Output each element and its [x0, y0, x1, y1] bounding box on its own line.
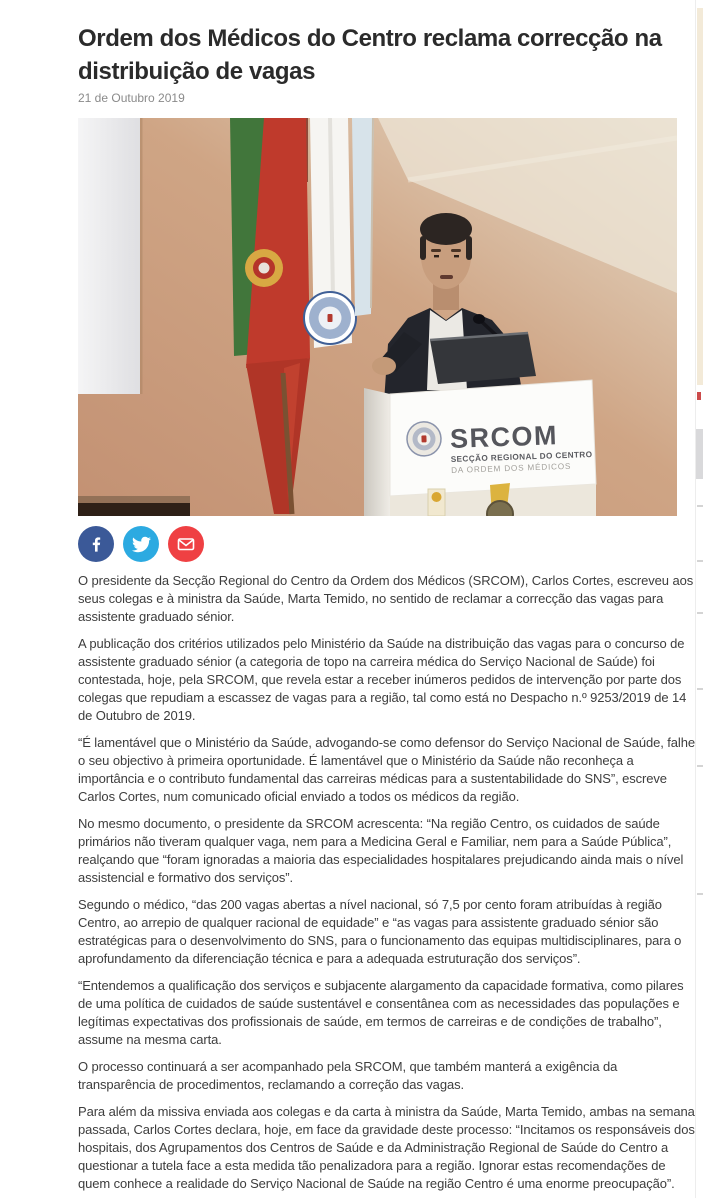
article — [78, 0, 695, 1193]
share-facebook-button[interactable] — [78, 526, 114, 562]
sidebar-text-sliver — [697, 505, 703, 507]
sidebar-button-sliver[interactable] — [696, 429, 703, 479]
podium-line1-text: SECÇÃO REGIONAL DO CENTRO — [450, 450, 593, 464]
microphone-head — [473, 314, 485, 324]
article-paragraph: “Entendemos a qualificação dos serviços e subjacente alargamento da capacidade formativa, como pilares de uma política de cuidados de saúde sustentável e consentânea com as necessidades das populações e legítimas expectativas dos profissionais de saúde, em termos de carreiras e de condições de trabalho”, assume na mesma carta. — [78, 978, 684, 1047]
flag-shield-center — [259, 263, 270, 274]
article-date: 21 de Outubro 2019 — [78, 91, 185, 105]
sidebar-text-sliver — [697, 688, 703, 690]
sidebar-text-sliver — [697, 765, 703, 767]
sidebar-image-sliver[interactable] — [697, 8, 703, 385]
speaker-eye — [454, 255, 459, 257]
article-paragraph: O presidente da Secção Regional do Centro da Ordem dos Médicos (SRCOM), Carlos Cortes, escreveu aos seus colegas e à ministra da Saúde, Marta Temido, no sentido de reclamar a correcção das vagas para assistente graduado sénior. — [78, 573, 694, 624]
speaker-eyebrow — [451, 249, 461, 252]
speaker-eyebrow — [431, 249, 441, 252]
sidebar-text-sliver — [697, 893, 703, 895]
email-icon — [176, 534, 196, 554]
article-body — [78, 572, 695, 1193]
srcom-emblem-shield — [421, 435, 426, 442]
speaker-eye — [434, 255, 439, 257]
twitter-icon — [132, 535, 151, 554]
speaker-hair-side — [466, 236, 472, 260]
podium-line2-text: DA ORDEM DOS MÉDICOS — [450, 461, 572, 475]
share-email-button[interactable] — [168, 526, 204, 562]
laptop — [430, 333, 536, 384]
speaker-hair — [420, 213, 472, 245]
podium-brand-text: SRCOM — [449, 420, 559, 454]
speaker-hair-side — [420, 236, 426, 260]
speaker-mouth — [440, 275, 453, 279]
article-paragraph: Para além da missiva enviada aos colegas e da carta à ministra da Saúde, Marta Temido, ambas na semana passada, Carlos Cortes declara, hoje, em face da gravidade deste processo: “Incitamos os responsáveis dos hospitais, dos Agrupamentos dos Centros de Saúde e da Administração Regional de Saúde do Centro a questionar a tutela face a esta medida tão penalizadora para a região. Ignorar estas recomendações de quem conhece a realidade do Serviço Nacional de Saúde na região Centro é uma enorme preocupação”. — [78, 1104, 695, 1191]
podium-small-logo-mark — [432, 492, 442, 502]
article-paragraph: O processo continuará a ser acompanhado pela SRCOM, que também manterá a exigência da transparência de procedimentos, reclamando a correção das vagas. — [78, 1059, 618, 1092]
share-twitter-button[interactable] — [123, 526, 159, 562]
photo-scene — [78, 118, 677, 516]
facebook-icon — [87, 535, 106, 554]
article-paragraph: No mesmo documento, o presidente da SRCOM acrescenta: “Na região Centro, os cuidados de saúde primários não tiveram qualquer vaga, nem para a Medicina Geral e Familiar, nem para a Saúde Pública”, realçando que “foram ignoradas a maioria das especialidades hospitalares prejudicando ainda mais o nível assistencial e formativo dos serviços”. — [78, 816, 684, 885]
article-photo — [78, 118, 677, 516]
article-paragraph: “É lamentável que o Ministério da Saúde, advogando-se como defensor do Serviço Nacional de Saúde, falhe o seu objectivo à primeira oportunidade. É lamentável que o Ministério da Saúde não reconheça a importância e o contributo fundamental das carreiras médicas para a sustentabilidade do SNS”, escreve Carlos Cortes, num comunicado oficial enviado a todos os médicos da região. — [78, 735, 695, 804]
sidebar-sliver — [695, 0, 703, 1198]
screen-edge — [140, 118, 143, 394]
sidebar-title-sliver — [697, 392, 701, 400]
article-paragraph: Segundo o médico, “das 200 vagas abertas a nível nacional, só 7,5 por cento foram atribuídas à região Centro, ao arrepio de qualquer racional de equidade” e “as vagas para assistente graduado sénior são estratégicas para o desenvolvimento do SNS, para o funcionamento das equipas multidisciplinares, para o aprofundamento da diferenciação técnica e para a adequada estruturação dos serviços”. — [78, 897, 682, 966]
speaker-hand — [372, 357, 396, 375]
article-paragraph: A publicação dos critérios utilizados pelo Ministério da Saúde na distribuição das vagas para o concurso de assistente graduado sénior (a categoria de topo na carreira médica do Serviço Nacional de Saúde) foi contestada, hoje, pela SRCOM, que revela estar a receber inúmeros pedidos de intervenção por parte dos colegas que repudiam a escassez de vagas para a região, tal como está no Despacho n.º 9253/2019 de 14 de Outubro de 2019. — [78, 636, 687, 723]
projection-screen — [78, 118, 140, 394]
podium-side — [364, 388, 390, 516]
page-title: Ordem dos Médicos do Centro reclama correcção na distribuição de vagas — [78, 25, 662, 85]
sidebar-text-sliver — [697, 612, 703, 614]
sidebar-text-sliver — [697, 560, 703, 562]
emblem-shield — [328, 314, 333, 322]
share-bar — [78, 526, 695, 562]
floor-strip — [78, 503, 190, 516]
floor-shadow — [78, 496, 190, 504]
